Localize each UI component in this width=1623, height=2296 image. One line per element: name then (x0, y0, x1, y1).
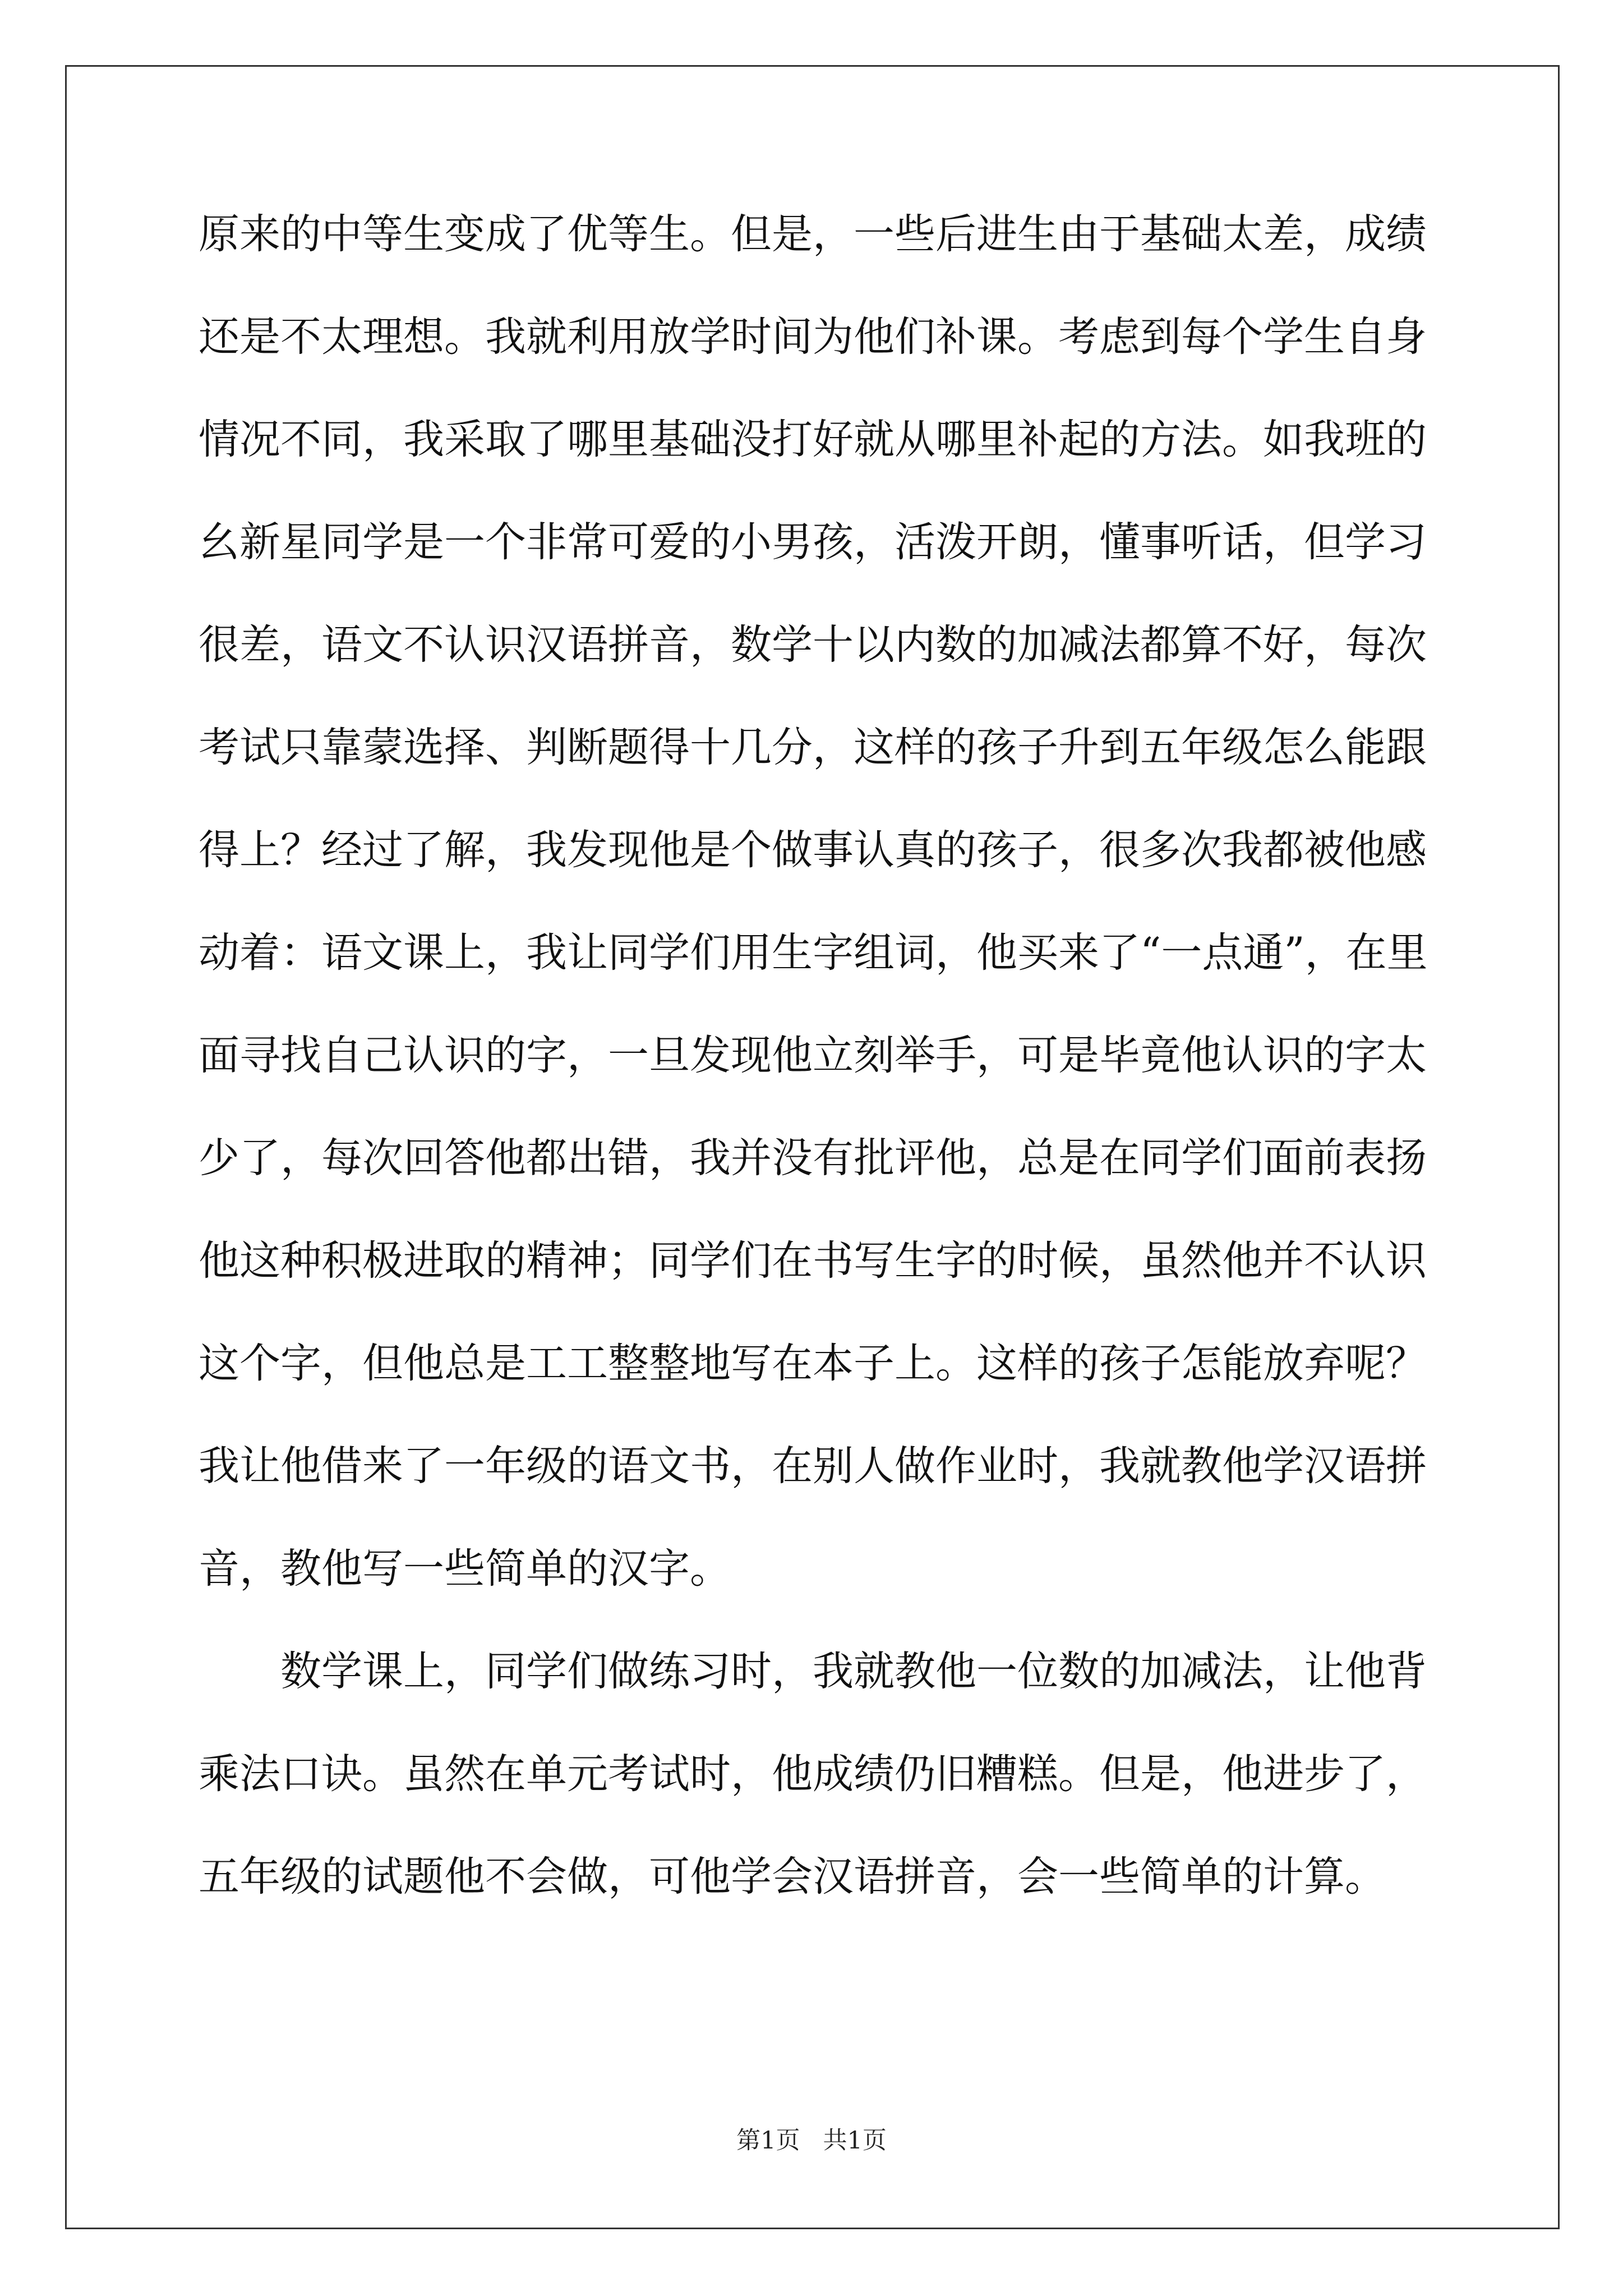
text-line: 少了，每次回答他都出错，我并没有批评他，总是在同学们面前表扬 (199, 1134, 1427, 1182)
text-line: 情况不同，我采取了哪里基础没打好就从哪里补起的方法。如我班的 (199, 416, 1427, 463)
text-line: 我让他借来了一年级的语文书，在别人做作业时，我就教他学汉语拼 (199, 1442, 1427, 1490)
text-line: 还是不太理想。我就利用放学时间为他们补课。考虑到每个学生自身 (199, 313, 1427, 361)
page-footer: 第1页 共1页 (736, 2127, 887, 2155)
text-line: 乘法口诀。虽然在单元考试时，他成绩仍旧糟糕。但是，他进步了， (199, 1750, 1427, 1798)
text-line: 五年级的试题他不会做，可他学会汉语拼音，会一些简单的计算。 (199, 1853, 1386, 1901)
text-line: 这个字，但他总是工工整整地写在本子上。这样的孩子怎能放弃呢？ (199, 1340, 1427, 1387)
text-line: 动着：语文课上，我让同学们用生字组词，他买来了“一点通”，在里 (199, 929, 1428, 977)
text-line: 很差，语文不认识汉语拼音，数学十以内数的加减法都算不好，每次 (199, 621, 1427, 669)
paragraph-2 (199, 1646, 1427, 1954)
text-line: 他这种积极进取的精神；同学们在书写生字的时候，虽然他并不认识 (199, 1237, 1427, 1285)
text-line: 音，教他写一些简单的汉字。 (199, 1545, 731, 1593)
text-line: 得上？经过了解，我发现他是个做事认真的孩子，很多次我都被他感 (199, 826, 1427, 874)
text-line: 原来的中等生变成了优等生。但是，一些后进生由于基础太差，成绩 (199, 210, 1427, 258)
text-line: 考试只靠蒙选择、判断题得十几分，这样的孩子升到五年级怎么能跟 (199, 724, 1427, 771)
paragraph-1 (199, 209, 1427, 1646)
text-line: 数学课上，同学们做练习时，我就教他一位数的加减法，让他背 (280, 1648, 1427, 1695)
document-body (199, 209, 1427, 1954)
text-line: 面寻找自己认识的字，一旦发现他立刻举手，可是毕竟他认识的字太 (199, 1032, 1427, 1079)
text-line: 幺新星同学是一个非常可爱的小男孩，活泼开朗，懂事听话，但学习 (199, 518, 1427, 566)
